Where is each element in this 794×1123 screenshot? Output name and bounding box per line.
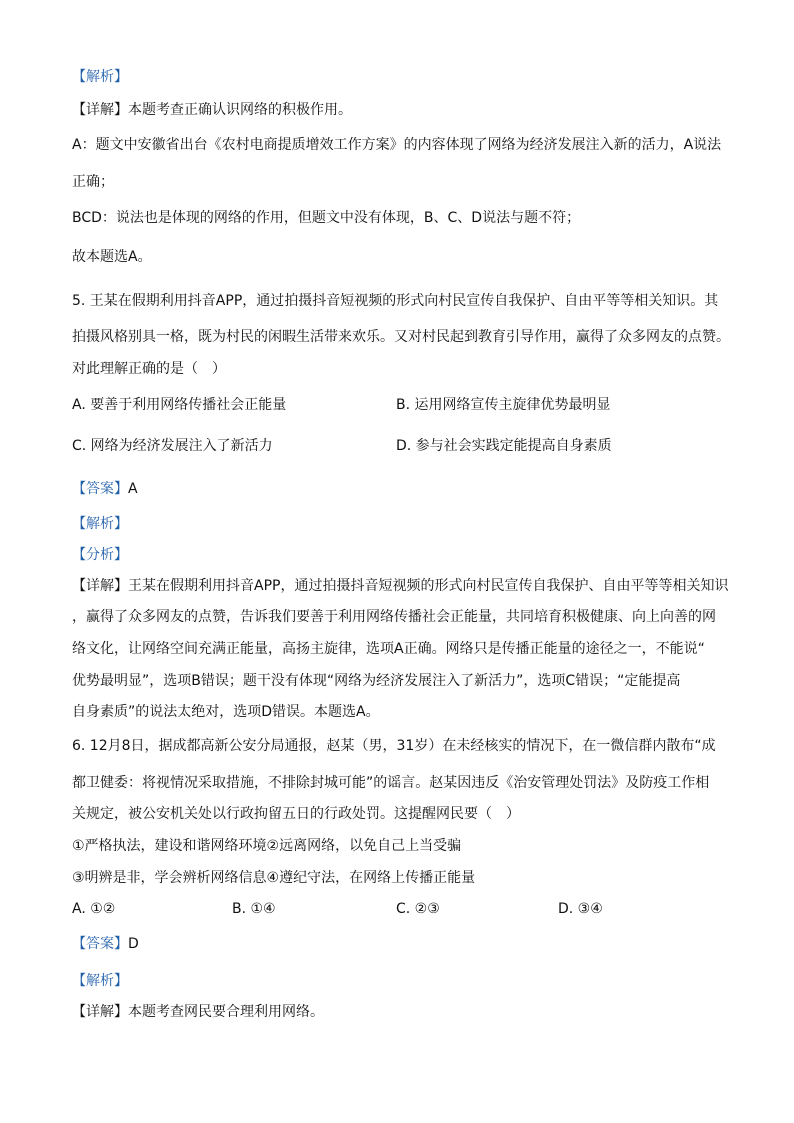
q5-detail-line2: ，赢得了众多网友的点赞，告诉我们要善于利用网络传播社会正能量，共同培育积极健康、向上向善的网 (72, 609, 716, 625)
q6-option-c: C. ②③ (396, 901, 440, 917)
q5-option-b: B. 运用网络宣传主旋律优势最明显 (396, 397, 611, 413)
q5-detail-line4: 优势最明显”，选项B错误；题干没有体现“网络为经济发展注入了新活力”，选项C错误；“定能提高 (72, 673, 681, 689)
detail-text: 【详解】本题考查正确认识网络的积极作用。 (72, 102, 352, 118)
conclusion-text: 故本题选A。 (72, 249, 152, 265)
question-5-stem: 5. 王某在假期利用抖音APP，通过拍摄抖音短视频的形式向村民宣传自我保护、自由平等等相关知识。其 (72, 293, 719, 309)
q6-items-1-2: ①严格执法，建设和谐网络环境②远离网络，以免自己上当受骗 (72, 838, 462, 854)
question-5-stem-line2: 拍摄风格别具一格，既为村民的闲暇生活带来欢乐。又对村民起到教育引导作用，赢得了众多网友的点赞。 (72, 329, 730, 345)
q5-answer-text: A (128, 481, 138, 497)
q5-detail-line5: 自身素质”的说法太绝对，选项D错误。本题选A。 (72, 704, 380, 720)
q5-fenxi-label: 【分析】 (72, 547, 128, 563)
analysis-label: 【解析】 (72, 69, 128, 85)
q6-answer-text: D (128, 936, 139, 952)
option-a-explanation-cont: 正确； (72, 174, 114, 190)
question-6-stem: 6. 12月8日，据成都高新公安分局通报，赵某（男，31岁）在未经核实的情况下，在一微信群内散布“成 (72, 738, 716, 754)
q5-analysis-label: 【解析】 (72, 516, 128, 532)
question-6-stem-line2: 都卫健委：将视情况采取措施，不排除封城可能”的谣言。赵某因违反《治安管理处罚法》及防疫工作相 (72, 775, 710, 791)
q5-option-a: A. 要善于利用网络传播社会正能量 (72, 397, 287, 413)
question-5-prompt: 对此理解正确的是（ ） (72, 361, 226, 377)
q6-detail: 【详解】本题考查网民要合理利用网络。 (72, 1004, 324, 1020)
bcd-explanation: BCD：说法也是体现的网络的作用，但题文中没有体现，B、C、D说法与题不符； (72, 210, 581, 226)
question-6-stem-line3: 关规定，被公安机关处以行政拘留五日的行政处罚。这提醒网民要（ ） (72, 806, 520, 822)
q5-detail-line3: 络文化，让网络空间充满正能量，高扬主旋律，选项A正确。网络只是传播正能量的途径之一，不能说“ (72, 641, 705, 657)
q6-option-d: D. ③④ (558, 901, 603, 917)
q5-detail-line1: 【详解】王某在假期利用抖音APP，通过拍摄抖音短视频的形式向村民宣传自我保护、自由平等等相关知识 (72, 578, 729, 594)
q5-option-d: D. 参与社会实践定能提高自身素质 (396, 438, 612, 454)
q6-option-b: B. ①④ (232, 901, 276, 917)
q6-analysis-label: 【解析】 (72, 973, 128, 989)
option-a-explanation: A：题文中安徽省出台《农村电商提质增效工作方案》的内容体现了网络为经济发展注入新的活力，A说法 (72, 137, 722, 153)
q6-answer: 【答案】D (72, 936, 139, 952)
q5-option-c: C. 网络为经济发展注入了新活力 (72, 438, 273, 454)
q6-items-3-4: ③明辨是非，学会辨析网络信息④遵纪守法，在网络上传播正能量 (72, 870, 476, 886)
q6-option-a: A. ①② (72, 901, 116, 917)
q5-answer: 【答案】A (72, 481, 138, 497)
